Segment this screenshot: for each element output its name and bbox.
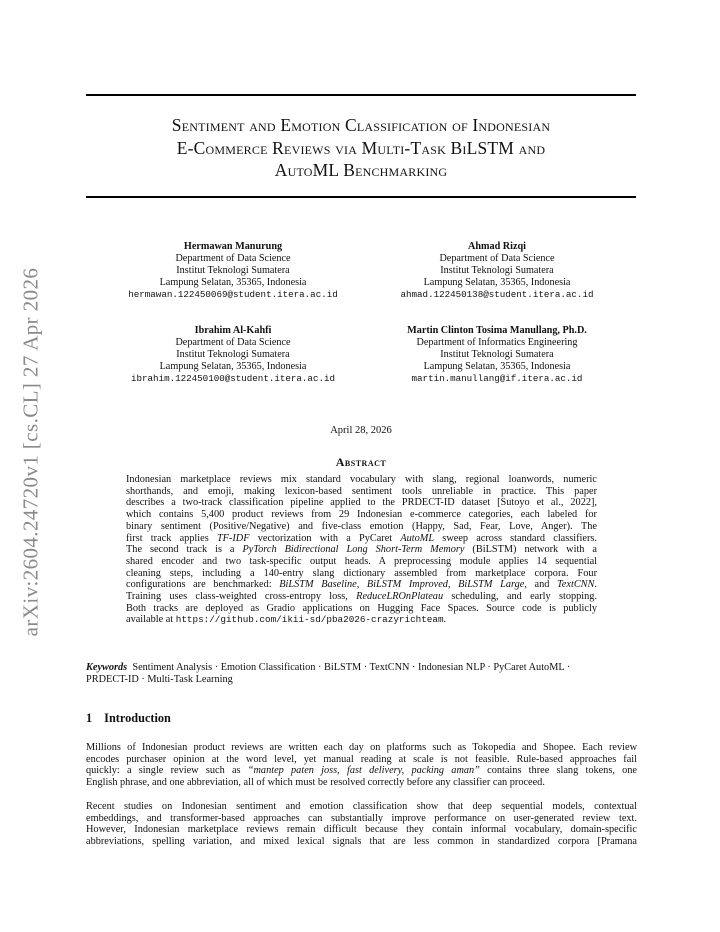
title-line-3: AutoML Benchmarking (274, 160, 448, 180)
abstract-line: available at https://github.com/ikii-sd/pba2026-crazyrichteam. (126, 614, 447, 626)
paragraph-line: encodes purchaser opinion at the word level, yet manual reading at scale is not feasible. Rule-based approaches fail (86, 753, 637, 765)
abstract-heading: Abstract (335, 455, 387, 469)
keywords-label: Keywords (86, 662, 128, 673)
author-institution: Institut Teknologi Sumatera (440, 265, 554, 276)
author-email: martin.manullang@if.itera.ac.id (411, 373, 583, 384)
keywords (86, 662, 636, 686)
author-block (98, 325, 368, 385)
source-code-link[interactable]: https://github.com/ikii-sd/pba2026-crazyrichteam (175, 614, 444, 626)
author-email: ibrahim.122450100@student.itera.ac.id (131, 373, 335, 384)
author-block (362, 241, 632, 301)
author-block (362, 325, 632, 385)
title-line-1: Sentiment and Emotion Classification of Indonesian (171, 115, 551, 135)
keywords-line-2: PRDECT-ID · Multi-Task Learning (86, 674, 233, 685)
keywords-line-1: Sentiment Analysis · Emotion Classification · BiLSTM · TextCNN · Indonesian NLP · PyCaret AutoML · (132, 662, 571, 673)
paragraph-line: abbreviations, spelling variation, and mixed lexical signals that are less common in standardized corpora [Pramana (86, 836, 637, 848)
arxiv-identifier: arXiv:2604.24720v1 [cs.CL] 27 Apr 2026 (18, 267, 43, 637)
section-heading (86, 711, 171, 726)
section-title: Introduction (104, 711, 171, 725)
abstract-line: first track applies TF-IDF vectorization with a PyCaret AutoML sweep across standard classifiers. (126, 532, 597, 544)
intro-paragraph-1 (86, 742, 637, 789)
paragraph-line: Recent studies on Indonesian sentiment and emotion classification show that deep sequential models, contextual (86, 801, 637, 812)
author-institution: Institut Teknologi Sumatera (176, 349, 290, 360)
paragraph-line: quickly: a single review such as “mantep paten joss, fast delivery, packing aman” contains three slang tokens, one (86, 765, 638, 777)
author-name: Ibrahim Al-Kahfi (194, 325, 272, 336)
author-block (98, 241, 368, 301)
author-department: Department of Data Science (175, 253, 291, 264)
paragraph-line: However, Indonesian marketplace reviews remain difficult because they contain informal vocabulary, domain-specific (86, 824, 637, 836)
section-number: 1 (86, 711, 93, 725)
paragraph-line: English phrase, and one abbreviation, all of which must be resolved correctly before any classifier can proceed. (86, 777, 545, 789)
author-name: Hermawan Manurung (183, 241, 283, 252)
arxiv-sidebar (14, 257, 48, 647)
abstract-line: shared encoder and two task-specific output heads. A preprocessing module applies 14 sequential (126, 555, 597, 567)
paragraph-line: Millions of Indonesian product reviews are written each day on platforms such as Tokopedia and Shopee. Each review (86, 742, 637, 753)
publication-date: April 28, 2026 (330, 425, 392, 436)
author-address: Lampung Selatan, 35365, Indonesia (423, 361, 571, 372)
abstract-line: shorthands, and emoji, making lexicon-based sentiment tools unreliable in practice. This paper (126, 485, 597, 497)
abstract-body (126, 474, 597, 626)
author-email: hermawan.122450069@student.itera.ac.id (128, 289, 338, 300)
title-top-rule (86, 94, 636, 96)
author-department: Department of Data Science (439, 253, 555, 264)
author-address: Lampung Selatan, 35365, Indonesia (159, 277, 307, 288)
paper-title (86, 114, 636, 182)
abstract-line: The second track is a PyTorch Bidirectional Long Short-Term Memory (BiLSTM) network with a (126, 544, 597, 556)
abstract-line: Indonesian marketplace reviews mix standard vocabulary with slang, regional loanwords, numeric (126, 474, 597, 485)
author-address: Lampung Selatan, 35365, Indonesia (423, 277, 571, 288)
abstract-line: describes a two-track classification pipeline applied to the PRDECT-ID dataset [Sutoyo et al., 2022], (126, 497, 597, 509)
paragraph-line: embeddings, and transformer-based approaches can substantially improve performance on user-generated review text. (86, 812, 637, 824)
author-address: Lampung Selatan, 35365, Indonesia (159, 361, 307, 372)
abstract-line: which contains 5,400 product reviews from 29 Indonesian e-commerce categories, each labeled for (126, 509, 597, 521)
abstract-line: cleaning steps, including a 140-entry slang dictionary assembled from marketplace corpora. Four (126, 567, 597, 579)
author-name: Martin Clinton Tosima Manullang, Ph.D. (407, 325, 587, 336)
abstract-line: Both tracks are deployed as Gradio applications on Hugging Face Spaces. Source code is publicly (126, 602, 597, 614)
author-institution: Institut Teknologi Sumatera (176, 265, 290, 276)
title-line-2: E-Commerce Reviews via Multi-Task BiLSTM and (176, 137, 546, 158)
author-department: Department of Informatics Engineering (416, 337, 578, 348)
author-institution: Institut Teknologi Sumatera (440, 349, 554, 360)
intro-paragraph-2 (86, 801, 637, 848)
author-name: Ahmad Rizqi (467, 241, 527, 252)
abstract-line: binary sentiment (Positive/Negative) and five-class emotion (Happy, Sad, Fear, Love, Anger). The (126, 520, 597, 532)
abstract-line: configurations are benchmarked: BiLSTM Baseline, BiLSTM Improved, BiLSTM Large, and TextCNN. (126, 579, 597, 591)
title-bottom-rule (86, 196, 636, 198)
author-department: Department of Data Science (175, 337, 291, 348)
abstract-line: Training uses class-weighted cross-entropy loss, ReduceLROnPlateau scheduling, and early stopping. (126, 591, 597, 603)
author-email: ahmad.122450138@student.itera.ac.id (400, 289, 594, 300)
